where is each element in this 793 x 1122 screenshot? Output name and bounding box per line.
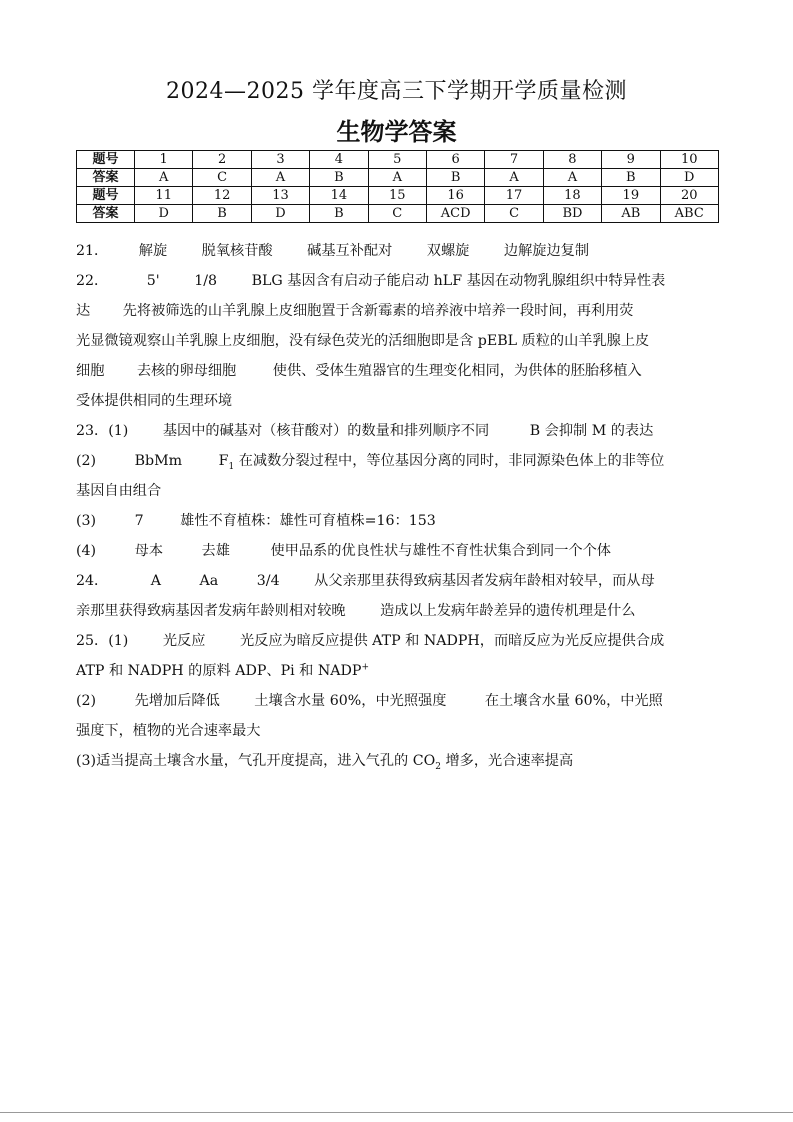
answer-text: (3)适当提高土壤含水量，气孔开度提高，进入气孔的 CO (76, 753, 436, 769)
table-cell: A (368, 169, 426, 187)
answer-text: 脱氧核苷酸 (201, 243, 273, 259)
q24-line (76, 596, 718, 626)
table-cell: 16 (426, 187, 484, 205)
table-cell: 7 (485, 151, 543, 169)
answer-text: 在土壤含水量 60%，中光照 (484, 693, 663, 709)
table-cell: B (310, 205, 368, 223)
answer-text: BbMm (134, 453, 183, 469)
answer-text: 母本 (134, 543, 164, 559)
answer-text: 去核的卵母细胞 (136, 363, 237, 379)
q23-line (76, 416, 718, 446)
answer-text: 去雄 (201, 543, 230, 559)
answer-text: 增多，光合速率提高 (440, 753, 574, 769)
table-cell: B (426, 169, 484, 187)
question-number: 25．(1) (76, 633, 129, 649)
question-number: 24． (76, 573, 109, 589)
q22-line: 受体提供相同的生理环境 (76, 393, 233, 409)
answer-text: Aa (199, 573, 219, 589)
answer-text: ATP 和 NADPH 的原料 ADP、Pi 和 NADP (76, 663, 362, 679)
table-row (77, 169, 719, 187)
answer-text: 7 (134, 513, 144, 529)
table-header-cell: 答案 (77, 205, 135, 223)
table-header-cell: 答案 (77, 169, 135, 187)
answer-text: 光反应为暗反应提供 ATP 和 NADPH，而暗反应为光反应提供合成 (239, 633, 665, 649)
table-cell: C (485, 205, 543, 223)
q25-line: 强度下，植物的光合速率最大 (76, 723, 261, 739)
table-cell: 2 (193, 151, 251, 169)
page-subtitle: 生物学答案 (336, 117, 457, 146)
q25-line (76, 746, 718, 776)
table-cell: C (193, 169, 251, 187)
superscript: + (361, 662, 369, 673)
table-cell: 13 (251, 187, 309, 205)
answer-content (76, 236, 718, 776)
table-cell: 15 (368, 187, 426, 205)
q22-line (76, 266, 718, 296)
table-cell: 18 (543, 187, 601, 205)
q23-line (76, 536, 718, 566)
answer-text: B 会抑制 M 的表达 (529, 423, 654, 439)
answer-text: 先将被筛选的山羊乳腺上皮细胞置于含新霉素的培养液中培养一段时间，再利用荧 (122, 303, 634, 319)
q22-line: 光显微镜观察山羊乳腺上皮细胞，没有绿色荧光的活细胞即是含 pEBL 质粒的山羊乳腺上皮 (76, 333, 650, 349)
table-cell: 12 (193, 187, 251, 205)
table-cell: B (193, 205, 251, 223)
answer-text: 3/4 (256, 573, 280, 589)
answer-text: 土壤含水量 60%，中光照强度 (254, 693, 447, 709)
table-cell: A (251, 169, 309, 187)
answer-text: 5' (146, 273, 160, 289)
q25-line (76, 686, 718, 716)
table-cell: 20 (660, 187, 718, 205)
answer-text: $F_1$ 在减数分裂过程中，等位基因分离的同时，非同源染色体上的非等位 (218, 453, 665, 472)
question-number: 23．(1) (76, 423, 129, 439)
table-cell: C (368, 205, 426, 223)
q25-line (76, 656, 718, 686)
question-number: (3) (76, 513, 97, 529)
table-cell: D (135, 205, 193, 223)
table-cell: AB (602, 205, 660, 223)
q21-line (76, 236, 718, 266)
answer-text: 使供、受体生殖器官的生理变化相同，为供体的胚胎移植入 (272, 363, 642, 379)
answer-table (76, 150, 719, 223)
table-cell: D (660, 169, 718, 187)
table-header-cell: 题号 (77, 151, 135, 169)
question-number: (2) (76, 693, 97, 709)
answer-text: A (150, 573, 162, 589)
page-title: 2024—2025 学年度高三下学期开学质量检测 (166, 79, 627, 104)
answer-text: 边解旋边复制 (503, 243, 590, 259)
q23-line (76, 446, 718, 476)
table-row (77, 151, 719, 169)
table-cell: BD (543, 205, 601, 223)
table-cell: 9 (602, 151, 660, 169)
table-cell: 5 (368, 151, 426, 169)
answer-text: 亲那里获得致病基因者发病年龄则相对较晚 (76, 603, 346, 619)
q23-line: 基因自由组合 (76, 483, 162, 499)
table-cell: 11 (135, 187, 193, 205)
q24-line (76, 566, 718, 596)
table-cell: A (485, 169, 543, 187)
answer-text: 基因中的碱基对（核苷酸对）的数量和排列顺序不同 (162, 423, 490, 439)
table-cell: B (310, 169, 368, 187)
table-cell: 3 (251, 151, 309, 169)
table-cell: 17 (485, 187, 543, 205)
question-number: (4) (76, 543, 97, 559)
table-cell: A (135, 169, 193, 187)
table-cell: 14 (310, 187, 368, 205)
answer-text: 光反应 (162, 633, 206, 649)
answer-text: 碱基互补配对 (307, 243, 393, 259)
table-cell: 19 (602, 187, 660, 205)
answer-text: 细胞 (76, 363, 105, 379)
q23-line (76, 506, 718, 536)
table-cell: D (251, 205, 309, 223)
table-cell: 6 (426, 151, 484, 169)
answer-text: 1/8 (194, 273, 218, 289)
table-cell: B (602, 169, 660, 187)
subscript: 2 (435, 761, 441, 772)
answer-text: 造成以上发病年龄差异的遗传机理是什么 (380, 603, 636, 619)
answer-text: 从父亲那里获得致病基因者发病年龄相对较早，而从母 (314, 573, 655, 589)
table-cell: 1 (135, 151, 193, 169)
table-cell: A (543, 169, 601, 187)
question-number: 22． (76, 273, 109, 289)
table-header-cell: 题号 (77, 187, 135, 205)
question-number: 21． (76, 243, 109, 259)
table-cell: ABC (660, 205, 718, 223)
table-cell: 8 (543, 151, 601, 169)
answer-text: 使甲品系的优良性状与雄性不育性状集合到同一个个体 (270, 543, 611, 559)
q22-line (76, 356, 718, 386)
q22-line (76, 296, 718, 326)
question-number: (2) (76, 453, 97, 469)
table-cell: 4 (310, 151, 368, 169)
page-bottom-divider (0, 1112, 793, 1113)
q25-line (76, 626, 718, 656)
table-cell: ACD (426, 205, 484, 223)
answer-text: BLG 基因含有启动子能启动 hLF 基因在动物乳腺组织中特异性表 (251, 273, 666, 289)
answer-text: 先增加后降低 (134, 693, 220, 709)
answer-text: 达 (76, 303, 91, 319)
table-cell: 10 (660, 151, 718, 169)
answer-text: 解旋 (138, 243, 168, 259)
table-row (77, 187, 719, 205)
answer-text: 雄性不育植株：雄性可育植株=16：153 (180, 513, 436, 529)
answer-text: 双螺旋 (426, 243, 470, 259)
table-row (77, 205, 719, 223)
